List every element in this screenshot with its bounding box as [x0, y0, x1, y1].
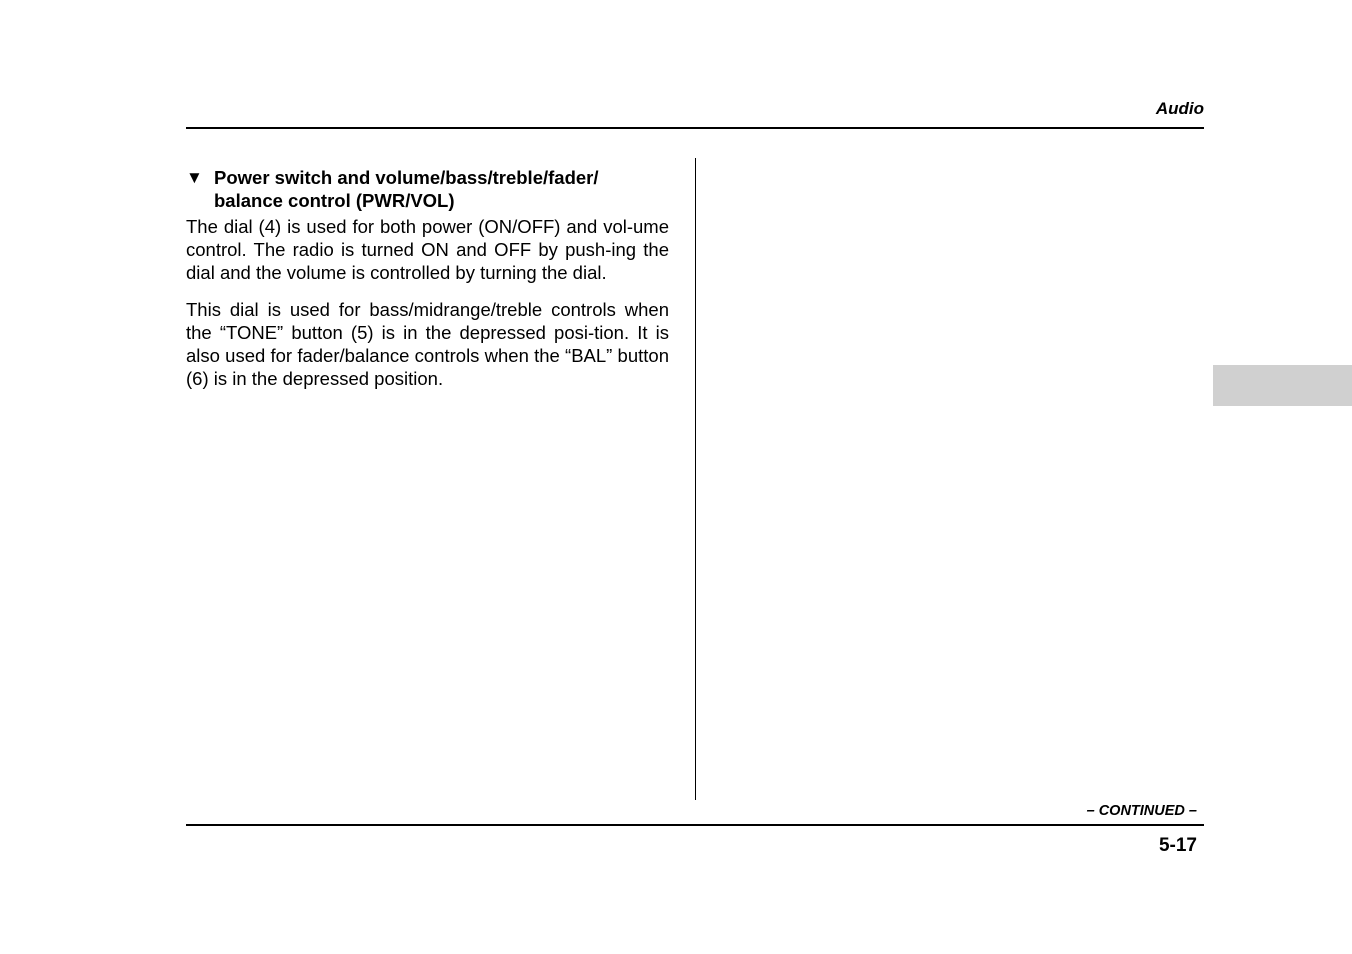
chapter-side-tab — [1213, 365, 1352, 406]
page-number: 5-17 — [1158, 835, 1197, 856]
body-paragraph-1: The dial (4) is used for both power (ON/OFF) and vol-ume control. The radio is turned ON and OFF by push-ing the dial and the volume is controlled by turning the dial. — [186, 216, 669, 283]
section-heading-text: Power switch and volume/bass/treble/fader/ balance control (PWR/VOL) — [214, 167, 599, 211]
header-rule — [186, 127, 1204, 129]
body-paragraph-2: This dial is used for bass/midrange/treble controls when the “TONE” button (5) is in the depressed posi-tion. It is also used for fader/balance controls when the “BAL” button (6) is in the depressed position. — [186, 299, 669, 389]
footer-rule — [186, 824, 1204, 826]
continued-label: – CONTINUED – — [1086, 803, 1197, 819]
running-header-title: Audio — [1155, 99, 1204, 118]
triangle-down-icon: ▼ — [186, 168, 203, 187]
section-heading — [186, 166, 669, 212]
column-divider — [695, 158, 696, 800]
left-column — [186, 166, 669, 404]
